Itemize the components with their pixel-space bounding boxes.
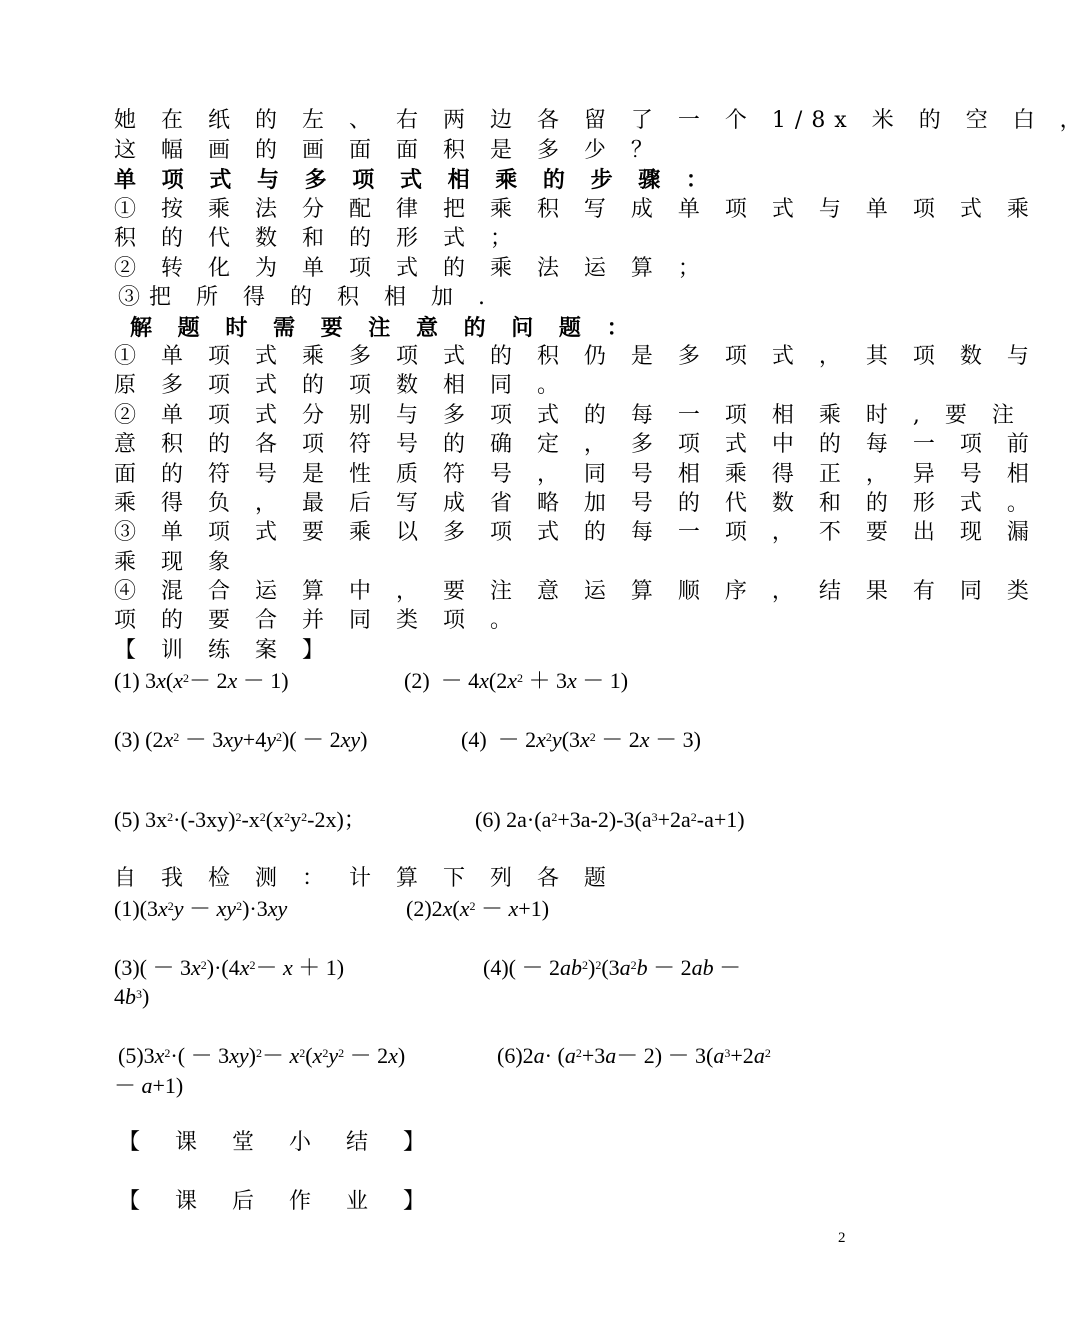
selfcheck-heading: 自 我 检 测 ： 计 算 下 列 各 题 <box>114 866 615 891</box>
exercise-5: (5) $3x^2\cdot(-3xy)^2-x^2(x^2y^2-2x)$； <box>114 807 366 832</box>
check-1: $(1)(3x^2y - xy^2)\cdot 3xy$ <box>114 896 288 921</box>
note-3-line-2: 乘 现 象 <box>114 550 239 575</box>
homework-heading: 【 课 后 作 业 】 <box>118 1189 439 1214</box>
exercise-4: $(4) - 2x^2y(3x^2 - 2x - 3)$ <box>461 727 701 752</box>
step-2: ② 转 化 为 单 项 式 的 乘 法 运 算 ； <box>114 256 709 281</box>
check-3: $(3)( - 3x^2)\cdot(4x^2- x + 1)$ <box>114 955 345 980</box>
check-4: $(4)( - 2ab^2)^2(3a^2b - 2ab$ － <box>483 955 742 980</box>
step-1-line-1: ① 按 乘 法 分 配 律 把 乘 积 写 成 单 项 式 与 单 项 式 乘 <box>114 197 1038 222</box>
steps-heading: 单 项 式 与 多 项 式 相 乘 的 步 骤 ： <box>114 167 717 193</box>
exercise-6: (6) $2a\cdot(a^2+3a-2)-3(a^3+2a^2-a+1)$ <box>475 807 745 832</box>
step-1-line-2: 积 的 代 数 和 的 形 式 ； <box>114 226 521 251</box>
page-number: 2 <box>838 1230 846 1246</box>
notes-heading: 解 题 时 需 要 注 意 的 问 题 ： <box>130 315 638 341</box>
note-2-line-2: 意 积 的 各 项 符 号 的 确 定 ， 多 项 式 中 的 每 一 项 前 <box>114 432 1038 457</box>
check-6-continued: － a+1) <box>114 1073 184 1098</box>
note-1-line-2: 原 多 项 式 的 项 数 相 同 。 <box>114 373 568 398</box>
note-2-line-3: 面 的 符 号 是 性 质 符 号 ， 同 号 相 乘 得 正 ， 异 号 相 <box>114 462 1038 487</box>
note-2-line-4: 乘 得 负 ， 最 后 写 成 省 略 加 号 的 代 数 和 的 形 式 。 <box>114 491 1038 516</box>
training-heading: 【 训 练 案 】 <box>114 638 333 663</box>
exercise-3: (3) $(2x^2 - 3xy+4y^2)( - 2xy)$ <box>114 727 368 752</box>
step-3: ③把 所 得 的 积 相 加 . <box>118 285 494 310</box>
note-4-line-1: ④ 混 合 运 算 中 ， 要 注 意 运 算 顺 序 ， 结 果 有 同 类 <box>114 579 1038 604</box>
exercise-1: (1) $3x(x^2- 2x - 1)$ <box>114 668 289 693</box>
check-5: $(5)3x^2\cdot( - 3xy)^2- x^2(x^2y^2 - 2x)$ <box>118 1043 406 1068</box>
intro-line-2: 这 幅 画 的 画 面 面 积 是 多 少 ？ <box>114 138 662 163</box>
intro-line-1: 她 在 纸 的 左 、 右 两 边 各 留 了 一 个 1/8x 米 的 空 白 ， <box>114 108 1091 133</box>
check-4-continued: $4b^3$) <box>114 984 150 1009</box>
note-1-line-1: ① 单 项 式 乘 多 项 式 的 积 仍 是 多 项 式 ， 其 项 数 与 <box>114 344 1038 369</box>
note-4-line-2: 项 的 要 合 并 同 类 项 。 <box>114 608 521 633</box>
note-2-line-1: ② 单 项 式 分 别 与 多 项 式 的 每 一 项 相 乘 时 , 要 注 <box>114 403 1023 428</box>
note-3-line-1: ③ 单 项 式 要 乘 以 多 项 式 的 每 一 项 ， 不 要 出 现 漏 <box>114 520 1038 545</box>
summary-heading: 【 课 堂 小 结 】 <box>118 1130 439 1155</box>
check-2: $(2)2x(x^2 - x+1)$ <box>406 896 550 921</box>
exercise-2: $(2) - 4x(2x^2 + 3x - 1)$ <box>404 668 629 693</box>
check-6: $(6)2a\cdot (a^2+3a- 2) - 3(a^3+2a^2$ <box>497 1043 771 1068</box>
